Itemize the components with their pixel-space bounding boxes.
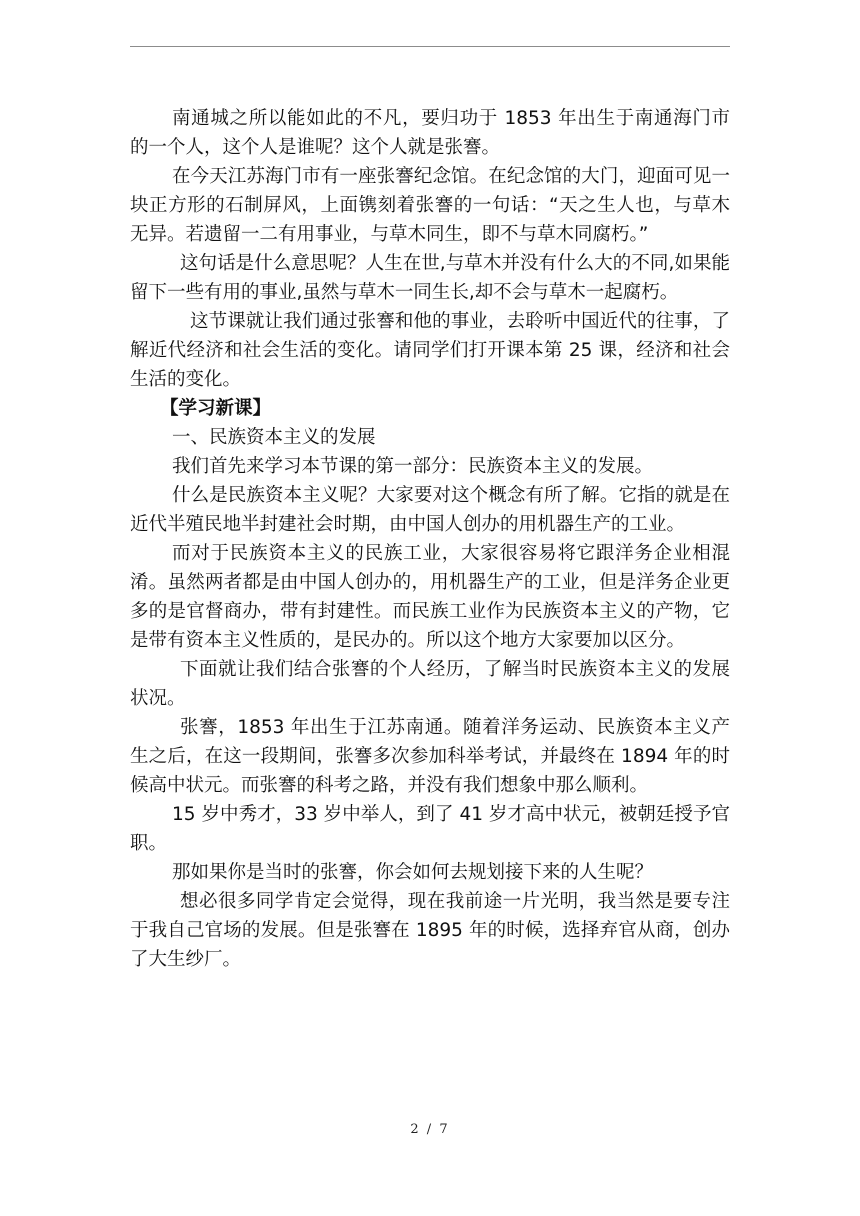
subheading-national-capitalism: 一、民族资本主义的发展: [172, 427, 376, 448]
paragraph-meaning: 这句话是什么意思呢？人生在世,与草木并没有什么大的不同,如果能留下一些有用的事业,虽然与草木一同生长,却不会与草木一起腐朽。: [130, 253, 730, 303]
header-rule: [130, 46, 730, 47]
paragraph-transition: 下面就让我们结合张謇的个人经历，了解当时民族资本主义的发展状况。: [130, 659, 730, 709]
paragraph-exam-ages: 15 岁中秀才，33 岁中举人，到了 41 岁才高中状元，被朝廷授予官职。: [130, 804, 730, 854]
section-heading: 【学习新课】: [160, 398, 272, 419]
paragraph-lesson-intro: 这节课就让我们通过张謇和他的事业，去聆听中国近代的往事，了解近代经济和社会生活的变化。请同学们打开课本第 25 课，经济和社会生活的变化。: [130, 311, 730, 390]
paragraph-career-choice: 想必很多同学肯定会觉得，现在我前途一片光明，我当然是要专注于我自己官场的发展。但是张謇在 1895 年的时候，选择弃官从商，创办了大生纱厂。: [130, 891, 730, 970]
paragraph-first-part: 我们首先来学习本节课的第一部分：民族资本主义的发展。: [172, 456, 654, 477]
paragraph-biography: 张謇，1853 年出生于江苏南通。随着洋务运动、民族资本主义产生之后，在这一段期间，张謇多次参加科举考试，并最终在 1894 年的时候高中状元。而张謇的科考之路，并没有我们想象中那么顺利。: [130, 717, 730, 796]
paragraph-question: 那如果你是当时的张謇，你会如何去规划接下来的人生呢？: [172, 862, 654, 883]
paragraph-definition: 什么是民族资本主义呢？大家要对这个概念有所了解。它指的就是在近代半殖民地半封建社会时期，由中国人创办的用机器生产的工业。: [130, 485, 730, 535]
page-number: 2 / 7: [410, 1122, 450, 1137]
paragraph-comparison: 而对于民族资本主义的民族工业，大家很容易将它跟洋务企业相混淆。虽然两者都是由中国人创办的，用机器生产的工业，但是洋务企业更多的是官督商办，带有封建性。而民族工业作为民族资本主义的产物，它是带有资本主义性质的，是民办的。所以这个地方大家要加以区分。: [130, 543, 730, 651]
paragraph-intro: 南通城之所以能如此的不凡，要归功于 1853 年出生于南通海门市的一个人，这个人是谁呢？这个人就是张謇。: [130, 108, 730, 158]
paragraph-memorial: 在今天江苏海门市有一座张謇纪念馆。在纪念馆的大门，迎面可见一块正方形的石制屏风，上面镌刻着张謇的一句话：“天之生人也，与草木无异。若遗留一二有用事业，与草木同生，即不与草木同腐朽。”: [130, 166, 730, 245]
document-body: [130, 104, 730, 974]
